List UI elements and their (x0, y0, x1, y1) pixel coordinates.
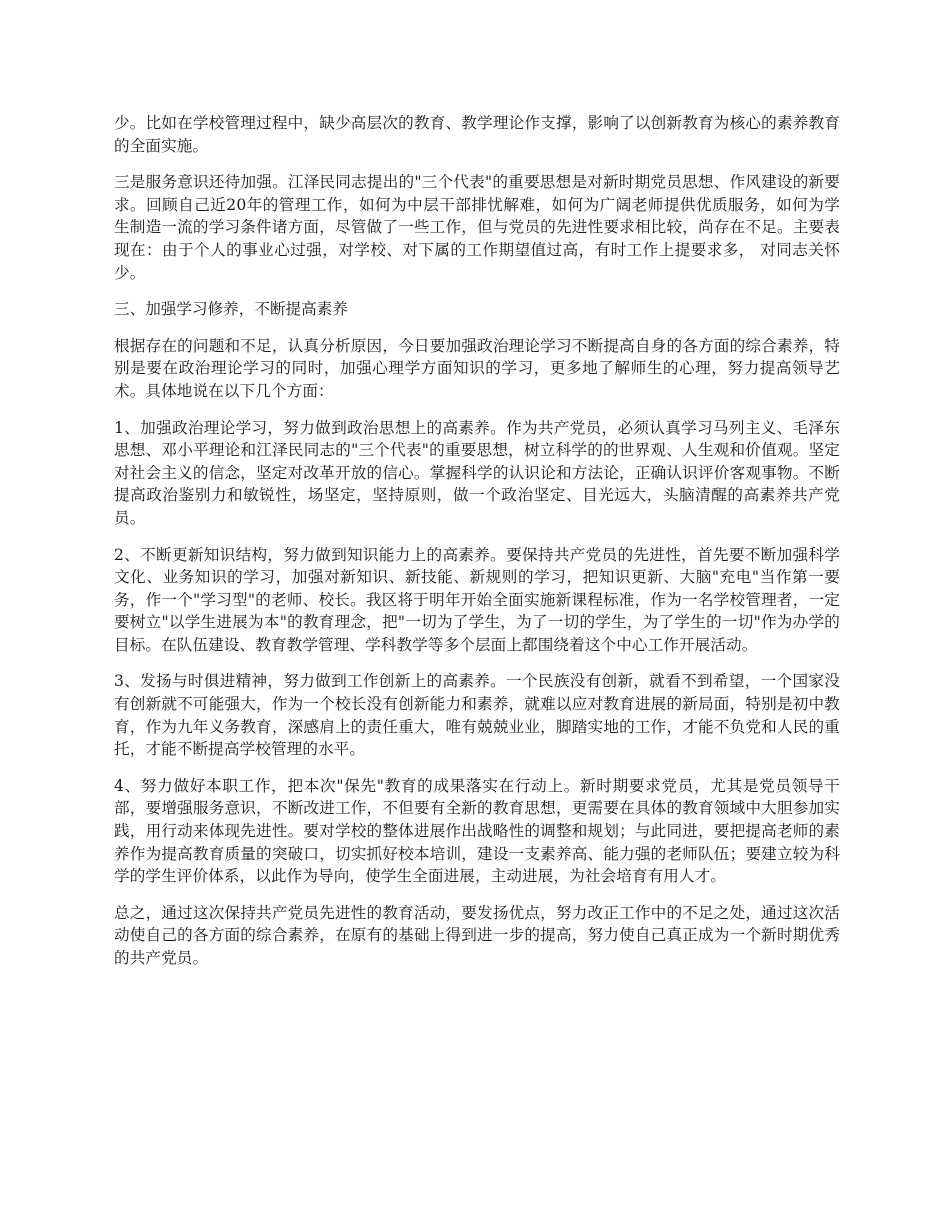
paragraph-conclusion: 总之，通过这次保持共产党员先进性的教育活动，要发扬优点，努力改正工作中的不足之处，通过这次活动使自己的各方面的综合素养，在原有的基础上得到进一步的提高，努力使自己真正成为一个新时期优秀的共产党员。 (114, 903, 840, 967)
section-heading: 三、加强学习修养，不断提高素养 (114, 300, 348, 319)
paragraph-item-2: 2、不断更新知识结构，努力做到知识能力上的高素养。要保持共产党员的先进性，首先要不断加强科学文化、业务知识的学习，加强对新知识、新技能、新规则的学习，把知识更新、大脑"充电"当作第一要务，作一个"学习型"的老师、校长。我区将于明年开始全面实施新课程标准，作为一名学校管理者，一定要树立"以学生进展为本"的教育理念，把"一切为了学生，为了一切的学生，为了学生的一切"作为办学的目标。在队伍建设、教育教学管理、学科教学等多个层面上都围绕着这个中心工作开展活动。 (114, 545, 840, 654)
document-page (114, 112, 840, 984)
paragraph-item-1: 1、加强政治理论学习，努力做到政治思想上的高素养。作为共产党员，必须认真学习马列主义、毛泽东思想、邓小平理论和江泽民同志的"三个代表"的重要思想，树立科学的的世界观、人生观和价值观。坚定对社会主义的信念，坚定对改革开放的信心。掌握科学的认识论和方法论，正确认识评价客观事物。不断提高政治鉴别力和敏锐性，场坚定，坚持原则，做一个政治坚定、目光远大，头脑清醒的高素养共产党员。 (114, 418, 840, 527)
paragraph-item-4: 4、努力做好本职工作，把本次"保先"教育的成果落实在行动上。新时期要求党员，尤其是党员领导干部，要增强服务意识，不断改进工作，不但要有全新的教育思想，更需要在具体的教育领域中大胆参加实践，用行动来体现先进性。要对学校的整体进展作出战略性的调整和规划；与此同进，要把提高老师的素养作为提高教育质量的突破口，切实抓好校本培训，建设一支素养高、能力强的老师队伍；要建立较为科学的学生评价体系，以此作为导向，使学生全面进展，主动进展，为社会培育有用人才。 (114, 776, 840, 886)
paragraph-item-3: 3、发扬与时俱进精神，努力做到工作创新上的高素养。一个民族没有创新，就看不到希望，一个国家没有创新就不可能强大，作为一个校长没有创新能力和素养，就难以应对教育进展的新局面，特别是初中教育，作为九年义务教育，深感肩上的责任重大，唯有兢兢业业，脚踏实地的工作，才能不负党和人民的重托，才能不断提高学校管理的水平。 (114, 672, 840, 759)
paragraph-service-awareness: 三是服务意识还待加强。江泽民同志提出的"三个代表"的重要思想是对新时期党员思想、作风建设的新要求。回顾自己近20年的管理工作，如何为中层干部排忧解难，如何为广阔老师提供优质服务，如何为学生制造一流的学习条件诸方面，尽管做了一些工作，但与党员的先进性要求相比较，尚存在不足。主要表现在：由于个人的事业心过强，对学校、对下属的工作期望值过高，有时工作上提要求多， 对同志关怀少。 (114, 173, 840, 282)
paragraph-intro: 根据存在的问题和不足，认真分析原因，今日要加强政治理论学习不断提高自身的各方面的综合素养，特别是要在政治理论学习的同时，加强心理学方面知识的学习，更多地了解师生的心理，努力提高领导艺术。具体地说在以下几个方面： (114, 336, 840, 400)
paragraph-continuation: 少。比如在学校管理过程中，缺少高层次的教育、教学理论作支撑，影响了以创新教育为核心的素养教育的全面实施。 (114, 114, 840, 155)
